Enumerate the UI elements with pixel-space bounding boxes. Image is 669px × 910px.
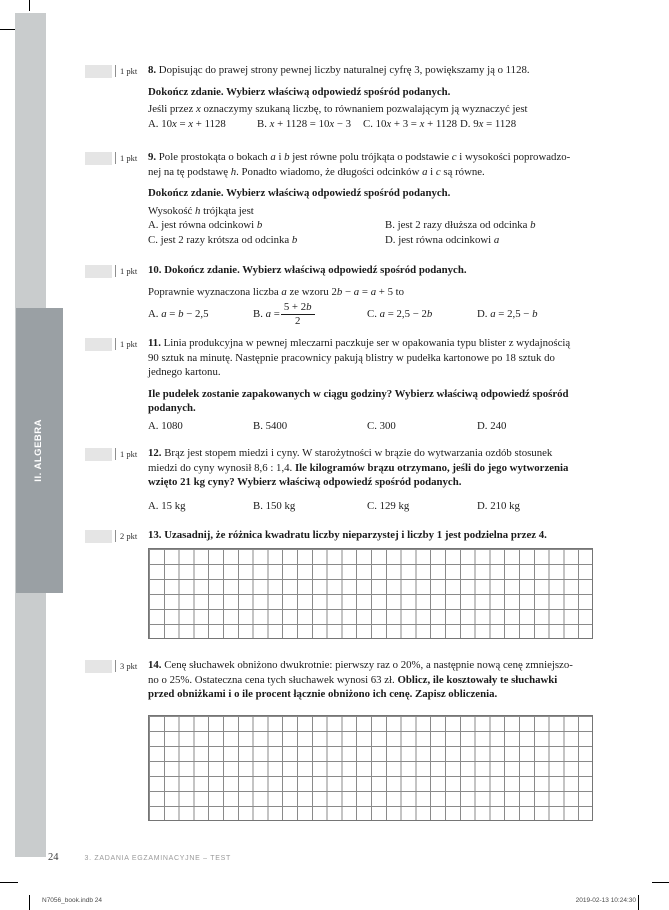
question-intro: 8. Dopisując do prawej strony pewnej liczby naturalnej cyfrę 3, powiększamy ją o 1128. bbox=[148, 64, 530, 76]
options-row bbox=[148, 301, 648, 328]
crop-mark-bottom-right-horizontal bbox=[652, 882, 669, 883]
points-marker bbox=[85, 264, 143, 279]
page-number: 24 bbox=[48, 852, 59, 863]
option-d: D. a = 2,5 − b bbox=[477, 308, 538, 321]
options-row bbox=[148, 499, 648, 514]
points-marker bbox=[85, 151, 143, 166]
points-box bbox=[85, 530, 112, 543]
section-tab bbox=[16, 308, 63, 593]
points-label: 1 pkt bbox=[120, 153, 138, 163]
crop-mark-top-left-horizontal bbox=[0, 29, 15, 30]
option-b: B. 5400 bbox=[253, 419, 288, 432]
option-a: A. jest równa odcinkowi b bbox=[148, 219, 263, 231]
answer-prompt: Dokończ zdanie. Wybierz właściwą odpowiedź spośród podanych. bbox=[148, 85, 451, 98]
fraction-numerator: 5 + 2b bbox=[281, 301, 315, 315]
points-box bbox=[85, 65, 112, 78]
question-10 bbox=[120, 263, 648, 328]
question-8 bbox=[120, 63, 648, 131]
points-divider bbox=[115, 65, 116, 77]
option-c: C. a = 2,5 − 2b bbox=[367, 308, 433, 321]
options-grid bbox=[148, 218, 648, 247]
answer-grid-14 bbox=[148, 715, 593, 821]
option-c: C. 129 kg bbox=[367, 499, 410, 512]
points-divider bbox=[115, 530, 116, 542]
question-13 bbox=[120, 528, 648, 639]
footer bbox=[48, 851, 231, 867]
option-c: C. jest 2 razy krótsza od odcinka b bbox=[148, 233, 298, 246]
points-label: 1 pkt bbox=[120, 266, 138, 276]
points-box bbox=[85, 660, 112, 673]
option-a: A. 10x = x + 1128 bbox=[148, 117, 226, 130]
points-box bbox=[85, 338, 112, 351]
option-d: D. 9x = 1128 bbox=[460, 117, 517, 130]
points-divider bbox=[115, 265, 116, 277]
points-marker bbox=[85, 64, 143, 79]
option-a: A. 15 kg bbox=[148, 499, 186, 512]
option-b: B. jest 2 razy dłuższa od odcinka b bbox=[385, 219, 536, 231]
option-a: A. 1080 bbox=[148, 419, 183, 432]
points-divider bbox=[115, 660, 116, 672]
crop-mark-bottom-left-vertical bbox=[29, 895, 30, 910]
question-intro: 11. Linia produkcyjna w pewnej mleczarni paczkuje ser w opakowania typu blister z wydajnością 90 sztuk na minutę. Następnie pracownicy pakują blistry w pudełka kartonowe po 18 sztuk do jednego kartonu. bbox=[148, 337, 571, 378]
points-divider bbox=[115, 152, 116, 164]
points-box bbox=[85, 448, 112, 461]
question-body: Poprawnie wyznaczona liczba a ze wzoru 2b − a = a + 5 to bbox=[148, 285, 405, 298]
fraction bbox=[281, 301, 315, 328]
question-intro: 9. Pole prostokąta o bokach a i b jest równe polu trójkąta o podstawie c i wysokości poprowadzo- nej na tę podstawę h. Ponadto wiadomo, że długości odcinków a i c są równe. bbox=[148, 151, 571, 178]
question-14 bbox=[120, 658, 648, 821]
option-b bbox=[253, 301, 367, 328]
option-b: B. x + 1128 = 10x − 3 bbox=[257, 117, 352, 130]
option-b: B. 150 kg bbox=[253, 499, 296, 512]
points-box bbox=[85, 265, 112, 278]
options-row bbox=[148, 419, 648, 434]
crop-mark-bottom-left-horizontal bbox=[0, 882, 18, 883]
question-intro: 10. Dokończ zdanie. Wybierz właściwą odpowiedź spośród podanych. bbox=[148, 264, 467, 276]
option-c: C. 10x + 3 = x + 1128 bbox=[363, 117, 458, 130]
option-d: D. jest równa odcinkowi a bbox=[385, 233, 500, 246]
points-marker bbox=[85, 659, 143, 674]
option-a: A. a = b − 2,5 bbox=[148, 308, 209, 321]
question-intro: 13. Uzasadnij, że różnica kwadratu liczby nieparzystej i liczby 1 jest podzielna przez 4. bbox=[148, 529, 547, 541]
question-12 bbox=[120, 446, 648, 513]
option-d: D. 240 bbox=[477, 419, 507, 432]
question-body: Jeśli przez x oznaczymy szukaną liczbę, to równaniem pozwalającym ją wyznaczyć jest bbox=[148, 103, 528, 115]
answer-grid-13 bbox=[148, 548, 593, 639]
answer-prompt: Dokończ zdanie. Wybierz właściwą odpowiedź spośród podanych. bbox=[148, 187, 451, 199]
chapter-title: 3. ZADANIA EGZAMINACYJNE – TEST bbox=[84, 855, 231, 862]
print-datetime: 2019-02-13 10:24:30 bbox=[575, 897, 636, 904]
option-c: C. 300 bbox=[367, 419, 396, 432]
points-label: 1 pkt bbox=[120, 339, 138, 349]
fraction-denominator: 2 bbox=[294, 315, 301, 327]
question-9 bbox=[120, 150, 648, 247]
points-label: 1 pkt bbox=[120, 449, 138, 459]
option-b-prefix: B. a = bbox=[253, 308, 280, 321]
crop-mark-top-left-vertical bbox=[29, 0, 30, 11]
points-marker bbox=[85, 529, 143, 544]
option-d: D. 210 kg bbox=[477, 499, 520, 512]
question-body: Wysokość h trójkąta jest bbox=[148, 204, 254, 217]
print-filename: N7056_book.indb 24 bbox=[42, 897, 102, 904]
question-intro: 12. Brąz jest stopem miedzi i cyny. W starożytności w brązie do wytwarzania ozdób stosunek miedzi do cyny wynosił 8,6 : 1,4. Ile kilogramów brązu otrzymano, jeśli do jego wytworzenia wzięto 21 kg cyny? Wybierz właściwą odpowiedź spośród podanych. bbox=[148, 447, 569, 488]
points-divider bbox=[115, 338, 116, 350]
options-row bbox=[148, 117, 648, 132]
points-box bbox=[85, 152, 112, 165]
points-label: 1 pkt bbox=[120, 66, 138, 76]
content-column bbox=[120, 0, 648, 910]
points-divider bbox=[115, 448, 116, 460]
points-marker bbox=[85, 447, 143, 462]
question-11 bbox=[120, 336, 648, 433]
points-label: 3 pkt bbox=[120, 661, 138, 671]
section-tab-label: II. ALGEBRA bbox=[33, 419, 45, 482]
question-intro: 14. Cenę słuchawek obniżono dwukrotnie: pierwszy raz o 20%, a następnie nową cenę zmniejszo- no o 25%. Ostateczna cena tych słuchawek wynosi 63 zł. Oblicz, ile kosztowały te słuchawki przed obniżkami i o ile procent łącznie obniżono ich cenę. Zapisz obliczenia. bbox=[148, 659, 573, 700]
points-marker bbox=[85, 337, 143, 352]
points-label: 2 pkt bbox=[120, 531, 138, 541]
answer-prompt: Ile pudełek zostanie zapakowanych w ciągu godziny? Wybierz właściwą odpowiedź spośród podanych. bbox=[148, 387, 569, 414]
